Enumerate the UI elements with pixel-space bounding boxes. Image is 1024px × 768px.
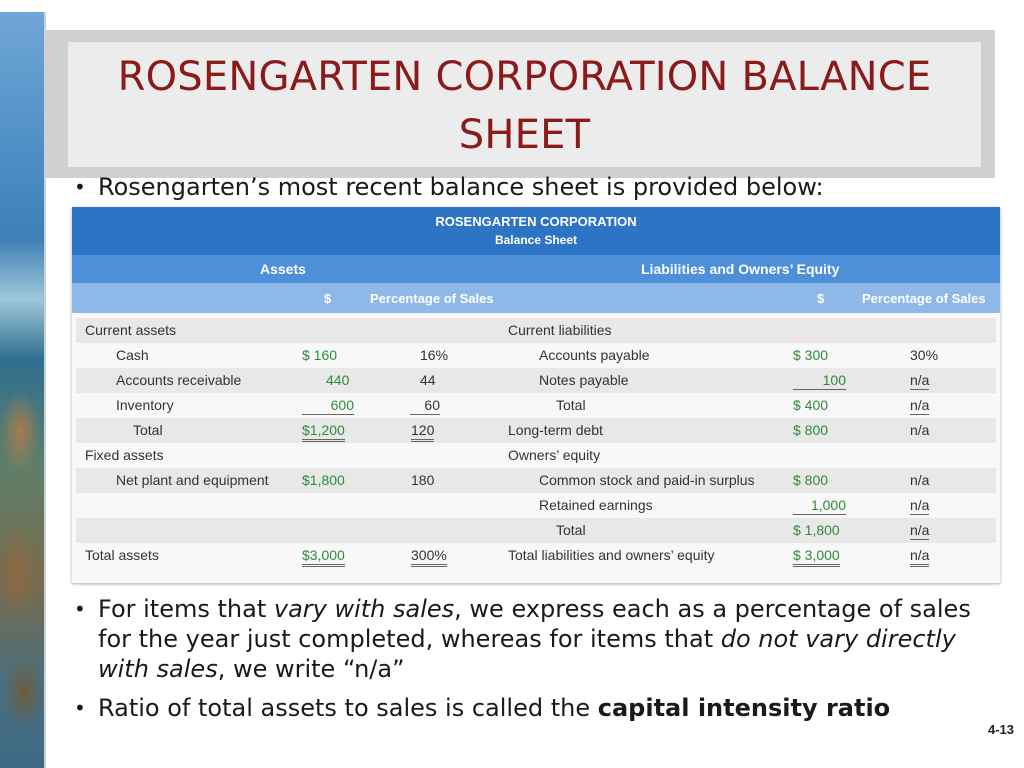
table-row	[76, 543, 996, 568]
bullet2-text-a: For items that	[98, 595, 274, 623]
bullet3-emphasis: capital intensity ratio	[597, 694, 891, 722]
assets-header: Assets	[260, 261, 306, 277]
bullet-icon: •	[74, 597, 86, 621]
left-pct-value: 60	[410, 397, 440, 415]
bullet2-emphasis-b: do not vary directly with sales	[98, 625, 956, 683]
row-label-left: Net plant and equipment	[116, 472, 269, 488]
bullet-icon: •	[74, 696, 86, 720]
right-pct-value: n/a	[910, 472, 930, 488]
decorative-ocean-strip	[0, 12, 44, 768]
page-number: 4-13	[987, 722, 1014, 737]
table-title-bar	[72, 207, 1000, 255]
table-row	[76, 518, 996, 543]
row-label-left: Total assets	[85, 547, 159, 563]
table-row	[76, 368, 996, 393]
row-label-right: Common stock and paid-in surplus	[539, 472, 755, 488]
right-pct-value: n/a	[910, 422, 930, 438]
section-header-bar	[72, 255, 1000, 283]
left-pct-value: 300%	[411, 547, 447, 567]
right-dollar-header: $	[817, 291, 825, 306]
left-dollar-value: $ 160	[302, 347, 338, 363]
row-label-right: Retained earnings	[539, 497, 653, 513]
row-label-left: Fixed assets	[85, 447, 164, 463]
bullet-icon: •	[74, 175, 86, 199]
bullet3-text: Ratio of total assets to sales is called the	[98, 694, 598, 722]
bullet-capital-intensity	[74, 693, 891, 723]
intro-text: Rosengarten’s most recent balance sheet is provided below:	[98, 173, 824, 201]
column-header-bar	[72, 283, 1000, 313]
right-pct-value: n/a	[910, 547, 929, 567]
right-pct-value: 30%	[910, 347, 939, 363]
bullet2-text-c: , we write “n/a”	[217, 655, 405, 683]
row-label-right: Current liabilities	[508, 322, 612, 338]
left-dollar-header: $	[324, 291, 332, 306]
balance-sheet-table	[72, 207, 1000, 583]
left-pct-value: 120	[411, 422, 434, 442]
row-label-left: Total	[133, 422, 163, 438]
bullet2-emphasis-a: vary with sales	[273, 595, 455, 623]
slide-title: ROSENGARTEN CORPORATION BALANCE SHEET	[117, 54, 932, 158]
bullet2-text-b: , we express each as a percentage of sales for the year just completed, whereas for items that	[98, 595, 971, 653]
table-row	[76, 418, 996, 443]
right-dollar-value: $ 3,000	[793, 547, 840, 567]
left-dollar-value: 440	[326, 372, 350, 388]
row-label-right: Total liabilities and owners’ equity	[508, 547, 715, 563]
right-pct-value: n/a	[910, 372, 930, 388]
right-dollar-value: 1,000	[793, 497, 846, 515]
left-dollar-value: $1,800	[302, 472, 345, 488]
left-dollar-value: $1,200	[302, 422, 345, 442]
row-label-right: Owners’ equity	[508, 447, 601, 463]
row-label-left: Inventory	[116, 397, 174, 413]
row-label-left: Current assets	[85, 322, 177, 338]
table-row	[76, 493, 996, 518]
left-pct-value: 16%	[420, 347, 449, 363]
row-label-left: Cash	[116, 347, 149, 363]
liabilities-header: Liabilities and Owners’ Equity	[641, 261, 840, 277]
company-name: ROSENGARTEN CORPORATION	[435, 214, 637, 229]
right-pct-value: n/a	[910, 397, 930, 413]
right-pct-value: n/a	[910, 522, 930, 538]
right-pct-header: Percentage of Sales	[862, 291, 986, 306]
table-row	[76, 468, 996, 493]
right-dollar-value: 100	[793, 372, 846, 390]
right-dollar-value: $ 1,800	[793, 522, 840, 538]
table-row	[76, 393, 996, 418]
left-dollar-value: $3,000	[302, 547, 345, 567]
row-label-right: Total	[556, 397, 586, 413]
table-row	[76, 318, 996, 343]
sheet-subtitle: Balance Sheet	[494, 233, 578, 247]
right-pct-value: n/a	[910, 497, 930, 513]
table-row	[76, 443, 996, 468]
right-dollar-value: $ 800	[793, 472, 829, 488]
left-dollar-value: 600	[302, 397, 354, 415]
left-pct-value: 180	[411, 472, 435, 488]
bullet-vary-with-sales	[74, 594, 988, 684]
row-label-right: Accounts payable	[539, 347, 650, 363]
left-pct-header: Percentage of Sales	[370, 291, 494, 306]
row-label-right: Total	[556, 522, 586, 538]
right-dollar-value: $ 400	[793, 397, 829, 413]
right-dollar-value: $ 800	[793, 422, 829, 438]
row-label-right: Notes payable	[539, 372, 629, 388]
left-pct-value: 44	[420, 372, 436, 388]
right-dollar-value: $ 300	[793, 347, 829, 363]
table-row	[76, 343, 996, 368]
intro-bullet	[74, 172, 824, 202]
row-label-right: Long-term debt	[508, 422, 603, 438]
row-label-left: Accounts receivable	[116, 372, 242, 388]
